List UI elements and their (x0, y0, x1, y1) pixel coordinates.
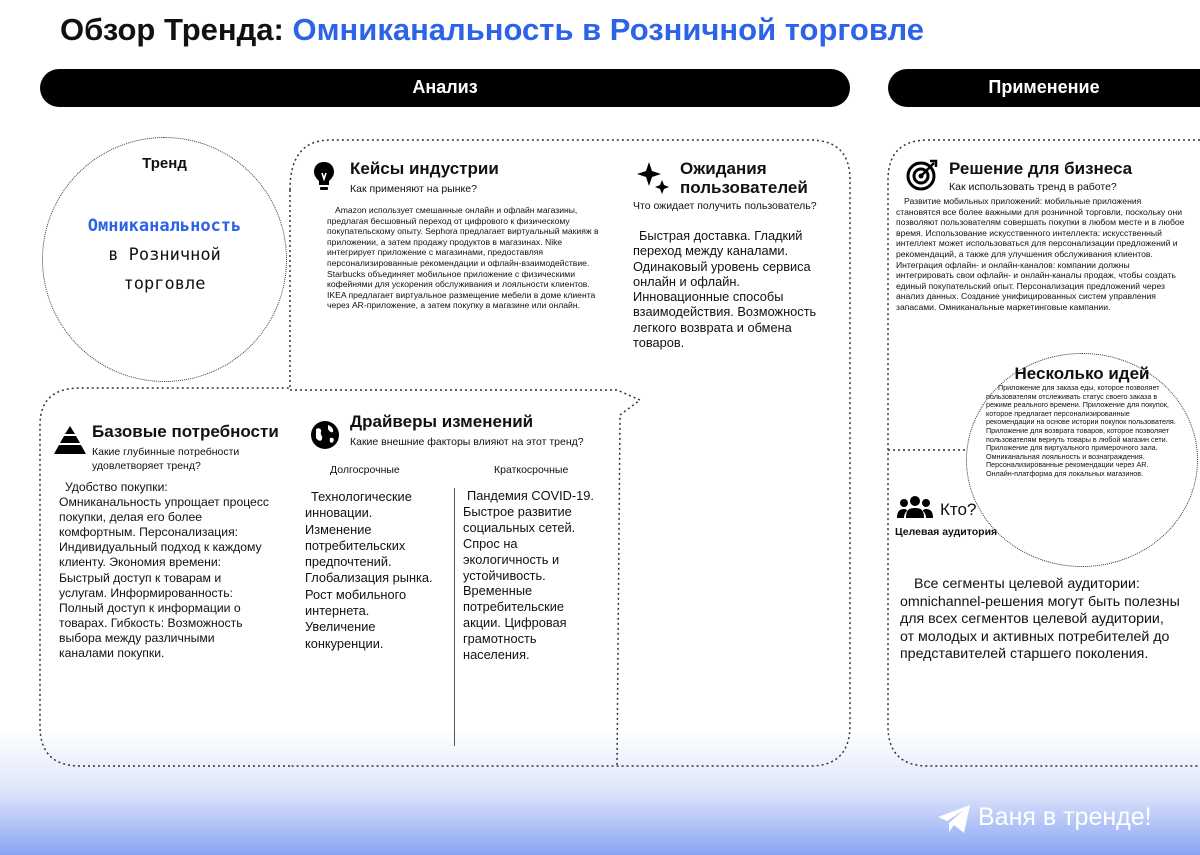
trend-line-2: в Розничной (108, 245, 221, 265)
expectations-title-1: Ожидания (680, 159, 767, 178)
solution-title: Решение для бизнеса (949, 159, 1133, 178)
trend-line-1: Омниканальность (87, 216, 242, 236)
brand-name: Ваня в тренде! (978, 803, 1152, 831)
title-prefix: Обзор Тренда: (60, 12, 284, 47)
trend-label: Тренд (142, 155, 187, 172)
drivers-title: Драйверы изменений (350, 412, 534, 431)
ideas-text: Приложение для заказа еды, которое позволяет пользователям отслеживать статус своего заказа в режиме реального времени. Приложение для покупок, которое предлагает персонализированные рекомендации на основе истории покупок пользователя. Приложение для возврата товаров, которое позволяет пользователям вернуть товары в любой магазин сети. Приложение для виртуального примерочного зала. Омниканальная лояльность и вознаграждения. Персонализированные рекомендации через AR. Онлайн-платформа для локальных магазинов. (986, 383, 1176, 478)
solution-text: Развитие мобильных приложений: мобильные приложения становятся все более важными для розничной торговли, поскольку они позволяют пользователям совершать покупки в любом месте и в любое время. Использование искусственного интеллекта: искусственный интеллект может использоваться для персонализации предложений и рекомендаций, а также для улучшения обслуживания клиентов. Интеграция офлайн- и онлайн-каналов: компании должны интегрировать свои офлайн- и онлайн-каналы продаж, чтобы создать единый покупательский опыт. Персонализация предложений через анализ данных. Создание унифицированных систем управления запасами. Омниканальные маркетинговые кампании. (896, 196, 1185, 312)
audience-text: Все сегменты целевой аудитории: omnichannel-решения могут быть полезны для всех сегментов целевой аудитории, от молодых и активных потребителей до представителей старшего поколения. (900, 576, 1180, 662)
application-bar: Применение (888, 69, 1200, 107)
cases-text: Amazon использует смешанные онлайн и офлайн магазины, предлагая бесшовный переход от цифрового к физическому покупательскому опыту. Sephora предлагает виртуальный макияж в приложении, а затем продажу продуктов в магазинах. Nike интегрирует приложение с магазинами, предоставляя персонализированные рекомендации и офлайн-взаимодействие. Starbucks объединяет мобильное приложение с физическими кофейнями для ускорения обслуживания и лояльности клиентов. IKEA предлагает виртуальное размещение мебели в доме клиента через AR-приложение, а затем покупку в магазине или онлайн. (327, 205, 599, 311)
expectations-text: Быстрая доставка. Гладкий переход между каналами. Одинаковый уровень сервиса онлайн и офлайн. Инновационные способы взаимодействия. Возможность легкого возврата и обмена товаров. (633, 228, 817, 351)
needs-subtitle-1: Какие глубинные потребности (92, 446, 240, 458)
expectations-subtitle: Что ожидает получить пользователь? (633, 200, 817, 212)
needs-title: Базовые потребности (92, 422, 279, 441)
expectations-title-2: пользователей (680, 178, 808, 197)
cases-subtitle: Как применяют на рынке? (350, 183, 477, 195)
telegram-icon (937, 803, 971, 835)
title-accent: Омниканальность в Розничной торговле (292, 12, 925, 47)
drivers-short-label: Краткосрочные (494, 464, 569, 476)
trend-line-3: торговле (123, 274, 206, 294)
drivers-subtitle: Какие внешние факторы влияют на этот тренд? (350, 436, 584, 448)
cases-title: Кейсы индустрии (350, 159, 499, 178)
audience-title: Кто? (940, 500, 977, 519)
drivers-long-label: Долгосрочные (330, 464, 400, 476)
audience-subtitle: Целевая аудитория (895, 526, 998, 538)
drivers-long-text: Технологические инновации. Изменение потребительских предпочтений. Глобализация рынка. Рост мобильного интернета. Увеличение конкуренции. (305, 489, 433, 651)
target-icon (906, 159, 938, 191)
needs-text: Удобство покупки: Омниканальность упрощает процесс покупки, делая его более комфортным. Персонализация: Индивидуальный подход к каждому клиенту. Экономия времени: Быстрый доступ к товарам и услугам. Информированность: Полный доступ к информации о товарах. Гибкость: Возможность выбора между различными каналами покупки. (59, 480, 270, 661)
people-icon (897, 495, 933, 519)
analysis-bar: Анализ (40, 69, 850, 107)
ideas-title: Несколько идей (1014, 364, 1150, 383)
solution-subtitle: Как использовать тренд в работе? (949, 181, 1117, 193)
drivers-short-text: Пандемия COVID-19. Быстрое развитие социальных сетей. Спрос на экологичность и устойчивость. Временные потребительские акции. Цифровая грамотность населения. (463, 488, 594, 663)
needs-subtitle-2: удовлетворяет тренд? (92, 460, 201, 472)
